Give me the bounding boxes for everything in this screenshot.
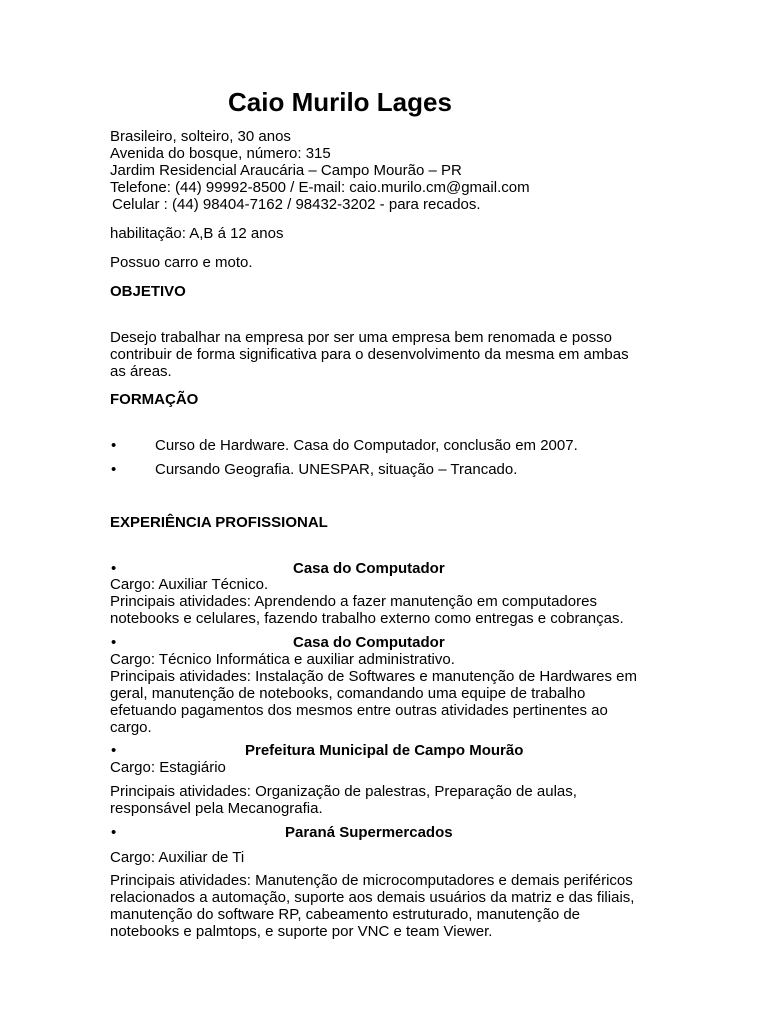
experience-heading: EXPERIÊNCIA PROFISSIONAL [110, 514, 328, 531]
cell-phone: Celular : (44) 98404-7162 / 98432-3202 - para recados. [112, 196, 481, 213]
job-company: Casa do Computador [293, 634, 445, 651]
job-role: Cargo: Estagiário [110, 759, 226, 776]
objective-line: Desejo trabalhar na empresa por ser uma empresa bem renomada e posso [110, 329, 612, 346]
job-activities-line: responsável pela Mecanografia. [110, 800, 323, 817]
resume-name: Caio Murilo Lages [228, 87, 452, 117]
objective-line: as áreas. [110, 363, 172, 380]
job-activities-line: Principais atividades: Manutenção de microcomputadores e demais periféricos [110, 872, 633, 889]
vehicle-info: Possuo carro e moto. [110, 254, 253, 271]
job-company: Prefeitura Municipal de Campo Mourão [245, 742, 524, 759]
job-activities-line: notebooks e palmtops, e suporte por VNC e team Viewer. [110, 923, 493, 940]
job-activities-line: Principais atividades: Instalação de Softwares e manutenção de Hardwares em [110, 668, 637, 685]
job-role: Cargo: Auxiliar Técnico. [110, 576, 269, 593]
job-company: Paraná Supermercados [285, 824, 453, 841]
bullet: • [111, 560, 117, 577]
job-company: Casa do Computador [293, 560, 445, 577]
job-activities-line: notebooks e celulares, fazendo trabalho externo como entregas e cobranças. [110, 610, 624, 627]
objective-heading: OBJETIVO [110, 283, 186, 300]
bullet: • [111, 461, 117, 478]
phone-email: Telefone: (44) 99992-8500 / E-mail: caio.murilo.cm@gmail.com [110, 179, 530, 196]
education-item: Curso de Hardware. Casa do Computador, conclusão em 2007. [155, 437, 578, 454]
job-activities-line: relacionados a automação, suporte aos demais usuários da matriz e das filiais, [110, 889, 635, 906]
bullet: • [111, 437, 117, 454]
job-role: Cargo: Técnico Informática e auxiliar administrativo. [110, 651, 455, 668]
education-item: Cursando Geografia. UNESPAR, situação – Trancado. [155, 461, 518, 478]
bullet: • [111, 742, 117, 759]
job-activities-line: manutenção do software RP, cabeamento estruturado, manutenção de [110, 906, 581, 923]
job-role: Cargo: Auxiliar de Ti [110, 849, 245, 866]
bullet: • [111, 634, 117, 651]
education-heading: FORMAÇÃO [110, 391, 199, 408]
job-activities-line: Principais atividades: Organização de palestras, Preparação de aulas, [110, 783, 577, 800]
job-activities-line: Principais atividades: Aprendendo a fazer manutenção em computadores [110, 593, 597, 610]
address-line-2: Jardim Residencial Araucária – Campo Mourão – PR [110, 162, 462, 179]
job-activities-line: efetuando pagamentos dos mesmos entre outras atividades pertinentes ao [110, 702, 608, 719]
job-activities-line: geral, manutenção de notebooks, comandando uma equipe de trabalho [110, 685, 586, 702]
objective-line: contribuir de forma significativa para o desenvolvimento da mesma em ambas [110, 346, 629, 363]
job-activities-line: cargo. [110, 719, 152, 736]
license-info: habilitação: A,B á 12 anos [110, 225, 284, 242]
personal-info: Brasileiro, solteiro, 30 anos [110, 128, 291, 145]
address-line-1: Avenida do bosque, número: 315 [110, 145, 331, 162]
bullet: • [111, 824, 117, 841]
